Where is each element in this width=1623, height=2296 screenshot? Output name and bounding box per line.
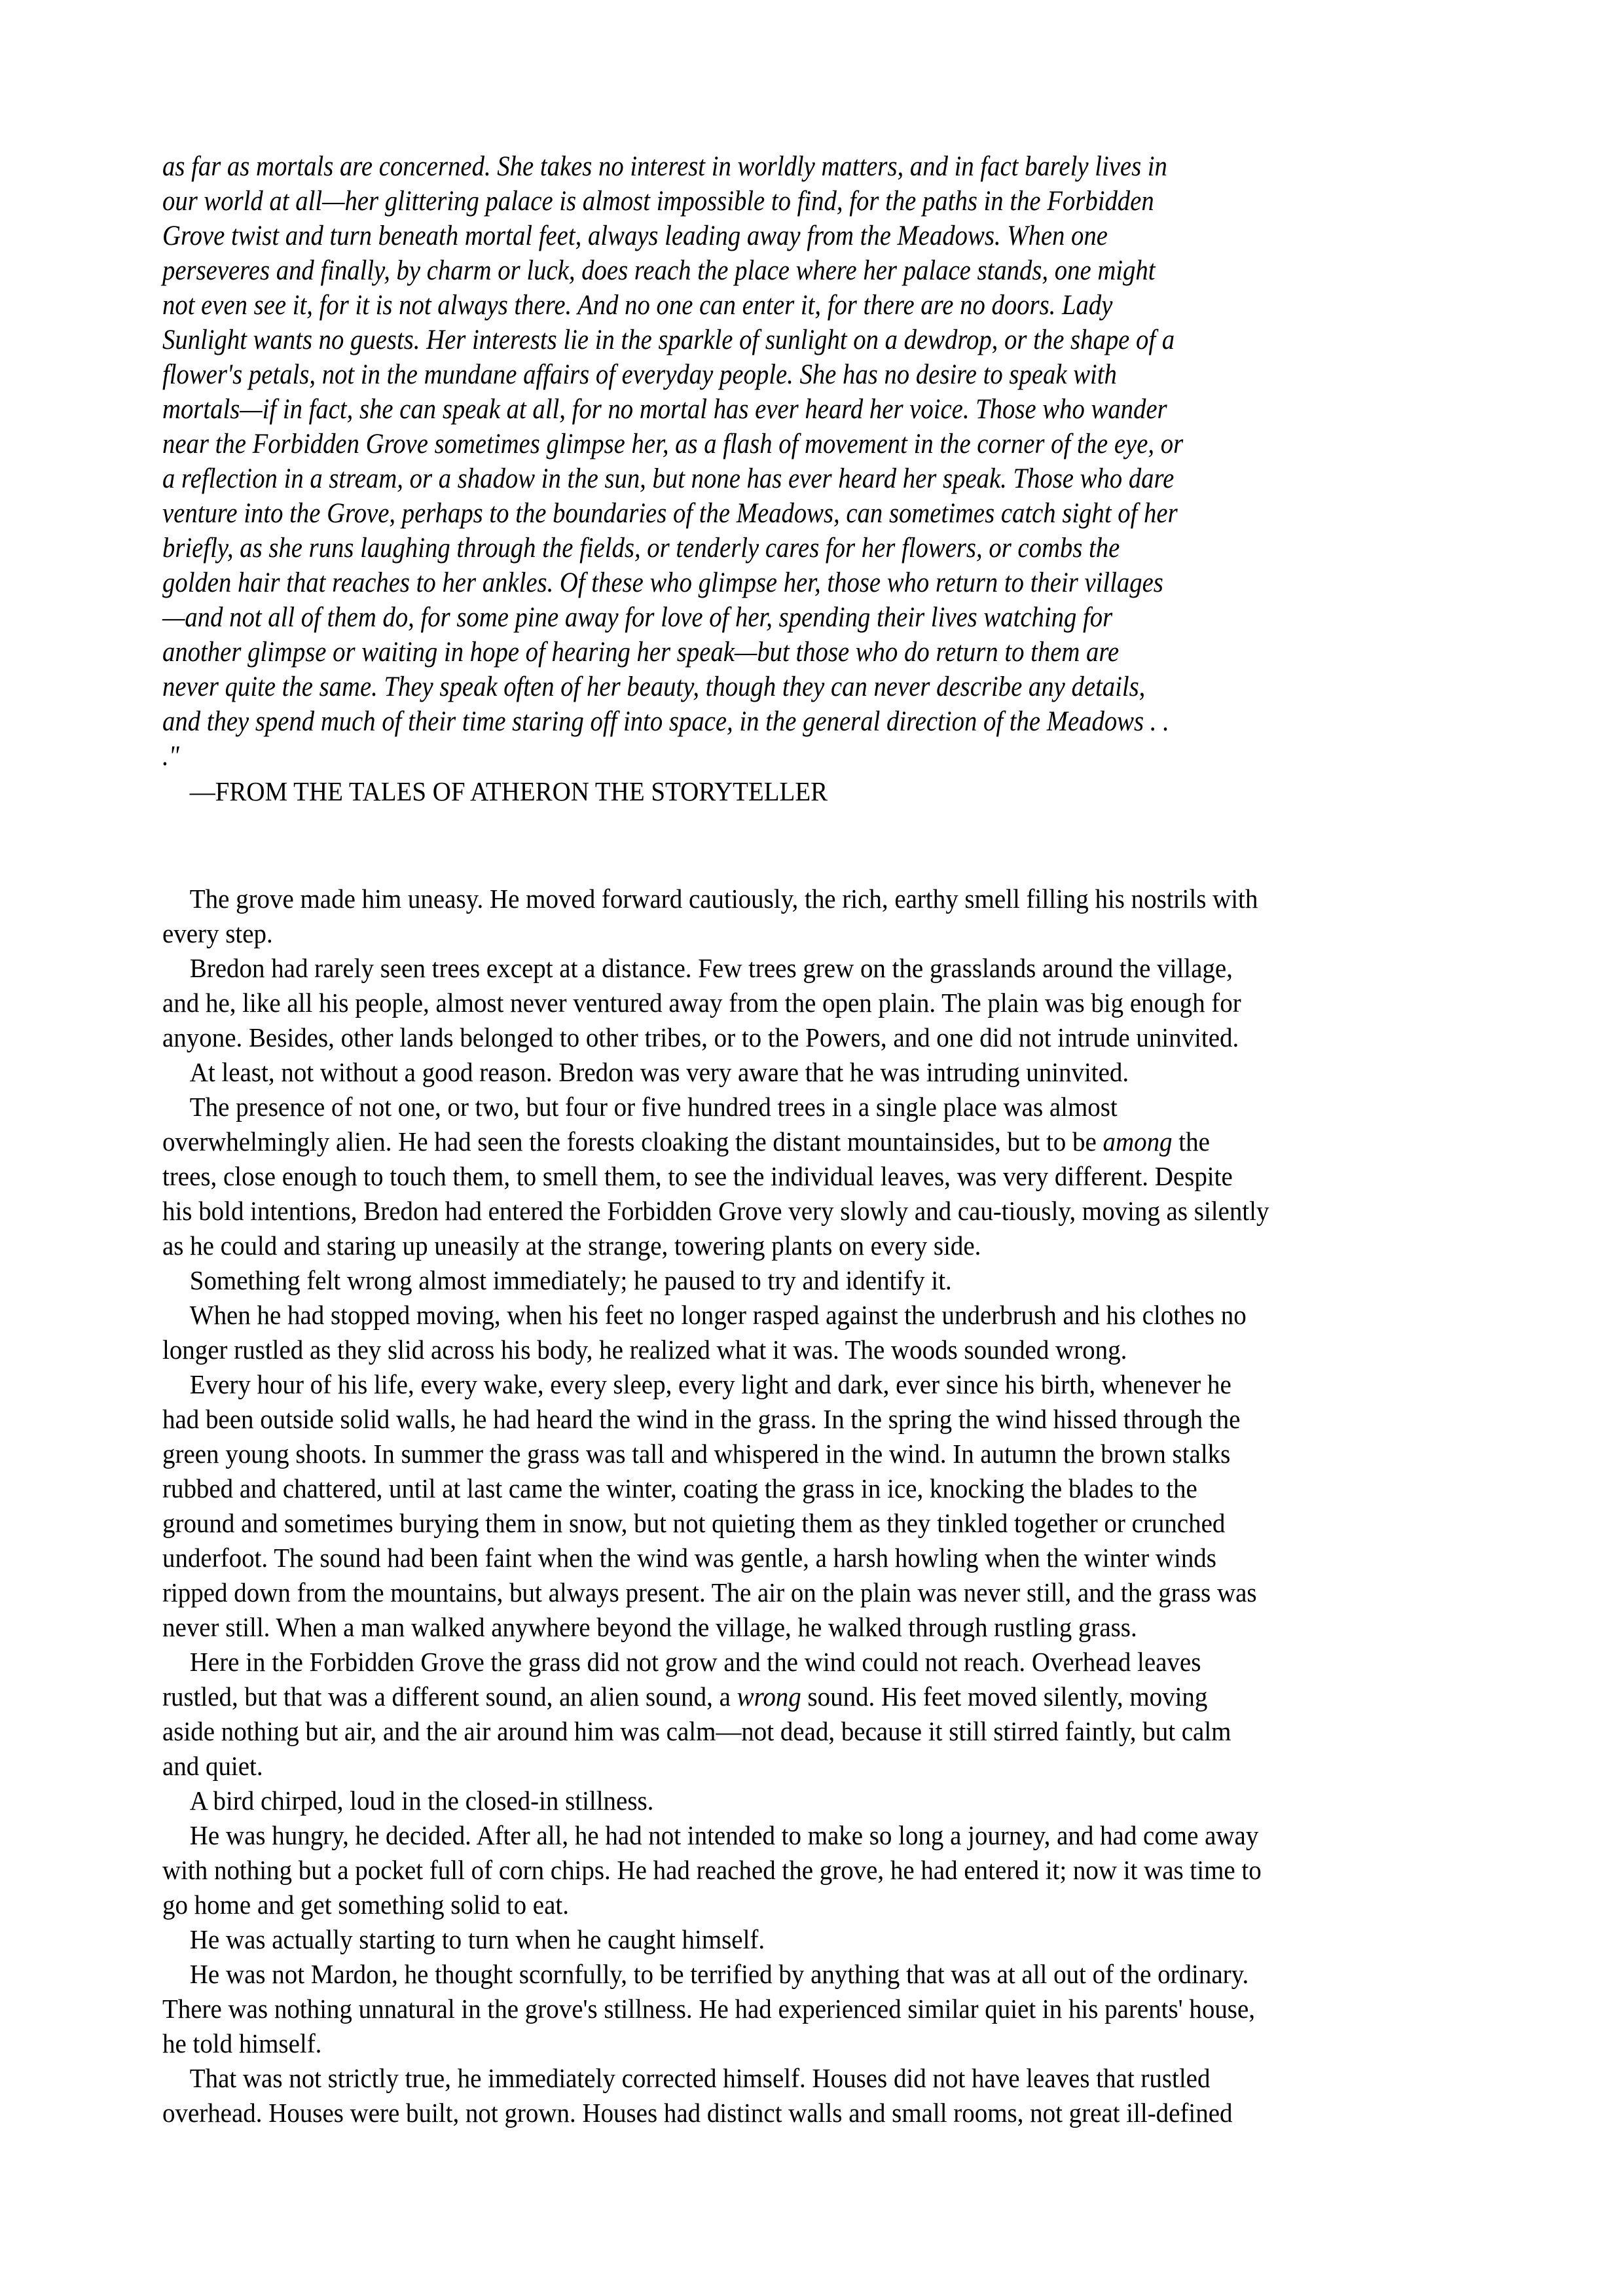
text-line: not even see it, for it is not always there. And no one can enter it, for there are no doors. Lady: [162, 290, 1113, 321]
text-line: There was nothing unnatural in the grove's stillness. He had experienced similar quiet in his parents' house,: [162, 1994, 1256, 2024]
text-line: rubbed and chattered, until at last came the winter, coating the grass in ice, knocking the blades to the: [162, 1473, 1197, 1503]
text-line: When he had stopped moving, when his feet no longer rasped against the underbrush and his clothes no: [189, 1300, 1247, 1330]
text-line: mortals—if in fact, she can speak at all, for no mortal has ever heard her voice. Those who wander: [162, 394, 1167, 425]
text-line: longer rustled as they slid across his body, he realized what it was. The woods sounded wrong.: [162, 1335, 1127, 1365]
text-line: The grove made him uneasy. He moved forward cautiously, the rich, earthy smell filling his nostrils with: [189, 884, 1258, 914]
text-line: overhead. Houses were built, not grown. Houses had distinct walls and small rooms, not great ill-defined: [162, 2098, 1233, 2128]
attribution-line: —FROM THE TALES OF ATHERON THE STORYTELLER: [189, 776, 828, 806]
text-line: had been outside solid walls, he had heard the wind in the grass. In the spring the wind hissed through the: [162, 1404, 1241, 1434]
text-line: A bird chirped, loud in the closed-in stillness.: [189, 1785, 654, 1816]
text-line: The presence of not one, or two, but four or five hundred trees in a single place was almost: [189, 1092, 1118, 1122]
text-line: perseveres and finally, by charm or luck, does reach the place where her palace stands, one might: [162, 255, 1156, 286]
text-line: —and not all of them do, for some pine away for love of her, spending their lives watching for: [162, 602, 1113, 633]
text-line: Every hour of his life, every wake, every sleep, every light and dark, ever since his birth, whenever he: [189, 1369, 1231, 1399]
text-line: as far as mortals are concerned. She takes no interest in worldly matters, and in fact barely lives in: [162, 151, 1167, 182]
text-line: ripped down from the mountains, but always present. The air on the plain was never still, and the grass was: [162, 1577, 1257, 1607]
text-line: That was not strictly true, he immediately corrected himself. Houses did not have leaves that rustled: [189, 2063, 1211, 2093]
text-line: flower's petals, not in the mundane affairs of everyday people. She has no desire to speak with: [162, 359, 1117, 390]
text-line: he told himself.: [162, 2028, 322, 2058]
text-line: his bold intentions, Bredon had entered the Forbidden Grove very slowly and cau-tiously, moving as silently: [162, 1196, 1269, 1226]
text-line: with nothing but a pocket full of corn chips. He had reached the grove, he had entered it; now it was time to: [162, 1855, 1262, 1885]
text-line: He was actually starting to turn when he caught himself.: [189, 1924, 765, 1954]
text-line: aside nothing but air, and the air around him was calm—not dead, because it still stirred faintly, but calm: [162, 1716, 1231, 1746]
text-line: a reflection in a stream, or a shadow in the sun, but none has ever heard her speak. Those who dare: [162, 463, 1175, 494]
text-line: another glimpse or waiting in hope of hearing her speak—but those who do return to them are: [162, 637, 1120, 668]
text-line: .": [162, 741, 179, 772]
text-line: go home and get something solid to eat.: [162, 1890, 569, 1920]
text-line: Sunlight wants no guests. Her interests lie in the sparkle of sunlight on a dewdrop, or the shape of a: [162, 325, 1175, 355]
text-line: as he could and staring up uneasily at the strange, towering plants on every side.: [162, 1230, 981, 1261]
text-line: never still. When a man walked anywhere beyond the village, he walked through rustling grass.: [162, 1612, 1137, 1642]
text-line: Grove twist and turn beneath mortal feet, always leading away from the Meadows. When one: [162, 221, 1108, 251]
text-line: green young shoots. In summer the grass was tall and whispered in the wind. In autumn the brown stalks: [162, 1439, 1231, 1469]
text-line: underfoot. The sound had been faint when the wind was gentle, a harsh howling when the winter winds: [162, 1543, 1216, 1573]
text-line: ground and sometimes burying them in snow, but not quieting them as they tinkled together or crunched: [162, 1508, 1226, 1538]
text-line: briefly, as she runs laughing through the fields, or tenderly cares for her flowers, or combs the: [162, 533, 1120, 564]
text-line: trees, close enough to touch them, to smell them, to see the individual leaves, was very different. Despite: [162, 1161, 1233, 1191]
text-line: golden hair that reaches to her ankles. Of these who glimpse her, those who return to their villages: [162, 567, 1163, 598]
body-text: [162, 882, 1472, 2130]
text-line: never quite the same. They speak often of her beauty, though they can never describe any details,: [162, 672, 1146, 702]
text-line: rustled, but that was a different sound, an alien sound, a wrong sound. His feet moved silently, moving: [162, 1681, 1208, 1712]
text-line: venture into the Grove, perhaps to the boundaries of the Meadows, can sometimes catch sight of her: [162, 498, 1178, 529]
text-line: and they spend much of their time staring off into space, in the general direction of the Meadows . .: [162, 706, 1169, 737]
text-line: every step.: [162, 918, 273, 948]
text-line: near the Forbidden Grove sometimes glimpse her, as a flash of movement in the corner of the eye, or: [162, 429, 1184, 459]
text-line: He was not Mardon, he thought scornfully, to be terrified by anything that was at all out of the ordinary.: [189, 1959, 1249, 1989]
text-line: and he, like all his people, almost never ventured away from the open plain. The plain was big enough for: [162, 988, 1241, 1018]
text-line: Here in the Forbidden Grove the grass did not grow and the wind could not reach. Overhead leaves: [189, 1647, 1201, 1677]
quote-paragraph: [162, 149, 1472, 774]
text-line: anyone. Besides, other lands belonged to other tribes, or to the Powers, and one did not intrude uninvited.: [162, 1022, 1239, 1052]
text-line: He was hungry, he decided. After all, he had not intended to make so long a journey, and had come away: [189, 1820, 1259, 1850]
text-line: At least, not without a good reason. Bredon was very aware that he was intruding uninvited.: [189, 1057, 1129, 1087]
text-line: and quiet.: [162, 1751, 263, 1781]
text-line: our world at all—her glittering palace is almost impossible to find, for the paths in the Forbidden: [162, 186, 1154, 217]
text-line: Something felt wrong almost immediately; he paused to try and identify it.: [189, 1265, 952, 1295]
text-line: overwhelmingly alien. He had seen the forests cloaking the distant mountainsides, but to be among the: [162, 1126, 1210, 1157]
text-line: Bredon had rarely seen trees except at a distance. Few trees grew on the grasslands around the village,: [189, 953, 1233, 983]
